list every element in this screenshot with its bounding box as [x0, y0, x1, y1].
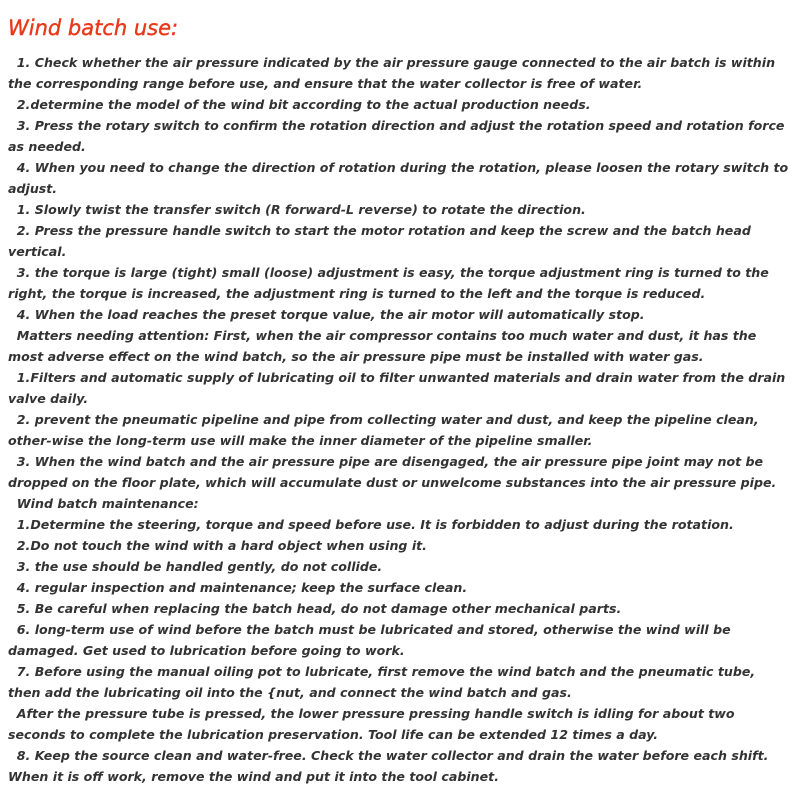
instruction-paragraph: After the pressure tube is pressed, the lower pressure pressing handle switch is idling for about two seconds to complete the lubrication preservation. Tool life can be extended 12 times a day. [8, 706, 739, 742]
instruction-paragraph: 2.determine the model of the wind bit according to the actual production needs. [8, 97, 591, 112]
instruction-paragraph: 2. Press the pressure handle switch to start the motor rotation and keep the screw and the batch head vertical. [8, 223, 756, 259]
instruction-paragraph: 4. regular inspection and maintenance; keep the surface clean. [8, 580, 468, 595]
attention-heading-paragraph: Matters needing attention: First, when the air compressor contains too much water and dust, it has the most adverse effect on the wind batch, so the air pressure pipe must be installed with water gas. [8, 328, 761, 364]
instruction-paragraph: 2. prevent the pneumatic pipeline and pipe from collecting water and dust, and keep the pipeline clean, other-wise the long-term use will make the inner diameter of the pipeline smaller. [8, 412, 764, 448]
instruction-paragraph: 2.Do not touch the wind with a hard object when using it. [8, 538, 427, 553]
instruction-paragraph: 3. the torque is large (tight) small (loose) adjustment is easy, the torque adjustment ring is turned to the right, the torque is increased, the adjustment ring is turned to the left and the torque is reduced. [8, 265, 774, 301]
instruction-paragraph: 3. When the wind batch and the air pressure pipe are disengaged, the air pressure pipe joint may not be dropped on the floor plate, which will accumulate dust or unwelcome substances into the air pressure pipe. [8, 454, 777, 490]
instruction-paragraph: 4. When the load reaches the preset torque value, the air motor will automatically stop. [8, 307, 645, 322]
instruction-paragraph: 6. long-term use of wind before the batch must be lubricated and stored, otherwise the wind will be damaged. Get used to lubrication before going to work. [8, 622, 736, 658]
maintenance-heading: Wind batch maintenance: [8, 496, 199, 511]
instruction-paragraph: 3. Press the rotary switch to confirm the rotation direction and adjust the rotation speed and rotation force as needed. [8, 118, 789, 154]
instruction-paragraph: 4. When you need to change the direction of rotation during the rotation, please loosen the rotary switch to adjust. [8, 160, 793, 196]
instruction-paragraph: 8. Keep the source clean and water-free. Check the water collector and drain the water before each shift. When it is off work, remove the wind and put it into the tool cabinet. [8, 748, 773, 784]
instruction-paragraph: 7. Before using the manual oiling pot to lubricate, first remove the wind batch and the pneumatic tube, then add the lubricating oil into the {nut, and connect the wind batch and gas. [8, 664, 760, 700]
instruction-paragraph: 3. the use should be handled gently, do not collide. [8, 559, 383, 574]
instruction-paragraph: 5. Be careful when replacing the batch head, do not damage other mechanical parts. [8, 601, 622, 616]
instruction-paragraph: 1.Filters and automatic supply of lubricating oil to filter unwanted materials and drain water from the drain valve daily. [8, 370, 790, 406]
instructions-body [8, 52, 792, 787]
document-title: Wind batch use: [8, 16, 179, 40]
instruction-paragraph: 1. Check whether the air pressure indicated by the air pressure gauge connected to the air batch is within the corresponding range before use, and ensure that the water collector is free of water. [8, 55, 780, 91]
instruction-paragraph: 1.Determine the steering, torque and speed before use. It is forbidden to adjust during the rotation. [8, 517, 734, 532]
instruction-paragraph: 1. Slowly twist the transfer switch (R forward-L reverse) to rotate the direction. [8, 202, 586, 217]
